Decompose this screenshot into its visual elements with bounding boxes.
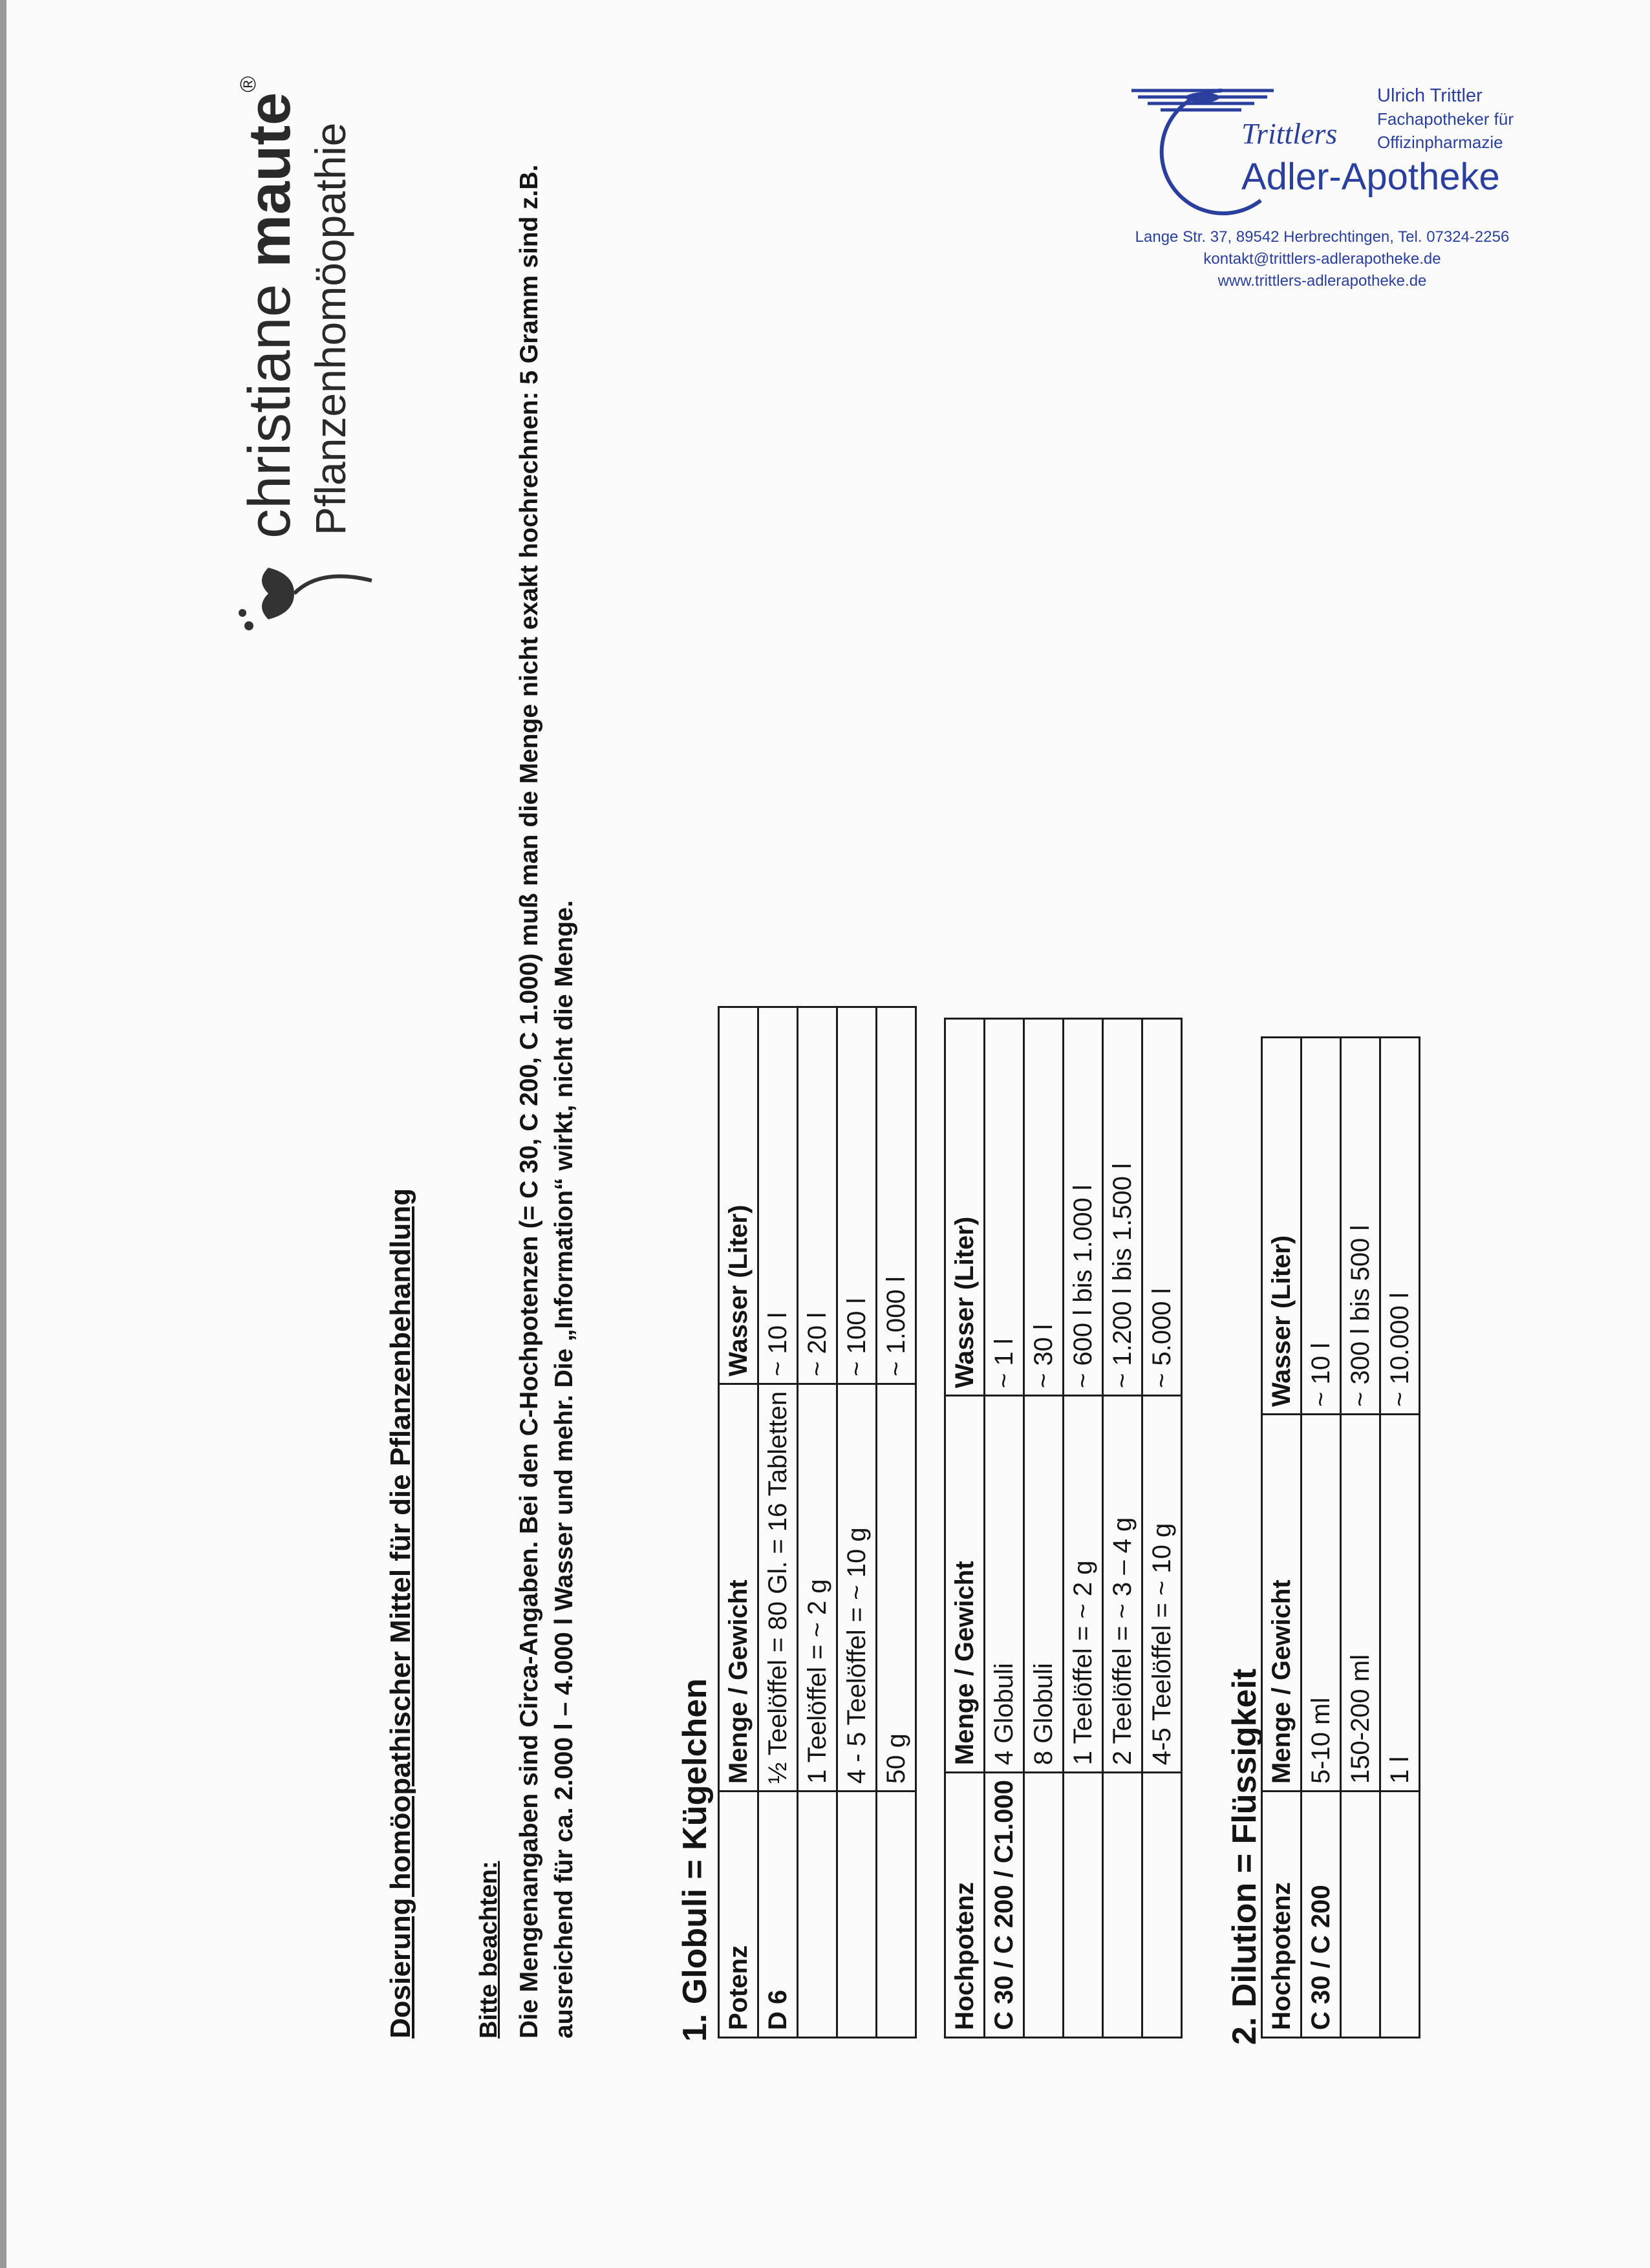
table-cell: 1 Teelöffel = ~ 2 g (798, 1384, 837, 1791)
table-cell: 50 g (877, 1384, 916, 1791)
table-cell (1341, 1792, 1380, 2038)
table-cell: 150-200 ml (1341, 1415, 1380, 1792)
table-header: Hochpotenz (1262, 1792, 1302, 2038)
table-cell: ~ 20 l (798, 1007, 837, 1384)
registered-mark: ® (236, 76, 261, 92)
table-header: Potenz (719, 1792, 758, 2038)
note-heading: Bitte beachten: (475, 1861, 502, 2038)
table-row (1380, 1038, 1420, 2038)
table-header: Wasser (Liter) (1262, 1038, 1302, 1415)
table-cell (837, 1792, 877, 2038)
table-header-row (719, 1007, 758, 2037)
table-cell: ½ Teelöffel = 80 Gl. = 16 Tabletten (758, 1384, 798, 1791)
table-header: Menge / Gewicht (945, 1396, 985, 1773)
table-header: Menge / Gewicht (1262, 1415, 1302, 1792)
table-cell (1380, 1792, 1420, 2038)
table-header: Hochpotenz (945, 1773, 985, 2038)
stamp-web: www.trittlers-adlerapotheke.de (1217, 272, 1427, 290)
table-cell: ~ 100 l (837, 1007, 877, 1384)
table-header: Menge / Gewicht (719, 1384, 758, 1791)
globuli-hochpotenz-table (944, 1018, 1183, 2038)
brand-name-bold: maute (237, 92, 303, 268)
dilution-table (1261, 1036, 1420, 2038)
table-cell: 8 Globuli (1024, 1396, 1064, 1773)
table-cell: ~ 1.200 l bis 1.500 l (1103, 1019, 1142, 1396)
table-cell: ~ 5.000 l (1142, 1019, 1182, 1396)
table-row (1302, 1038, 1341, 2038)
table-row (1142, 1019, 1182, 2038)
table-row (798, 1007, 837, 2037)
table-cell (1024, 1773, 1064, 2038)
table-cell: ~ 1 l (985, 1019, 1024, 1396)
table-cell: C 30 / C 200 / C1.000 (985, 1773, 1024, 2038)
table-cell: ~ 10 l (1302, 1038, 1341, 1415)
globuli-d6-table (718, 1006, 917, 2038)
table-cell: ~ 300 l bis 500 l (1341, 1038, 1380, 1415)
table-row (1103, 1019, 1142, 2038)
table-cell: ~ 10.000 l (1380, 1038, 1420, 1415)
stamp-owner-title-2: Offizinpharmazie (1377, 133, 1503, 152)
table-cell (1064, 1773, 1103, 2038)
table-row (837, 1007, 877, 2037)
stamp-email: kontakt@trittlers-adlerapotheke.de (1203, 250, 1441, 268)
table-row (758, 1007, 798, 2037)
table-cell (877, 1792, 916, 2038)
table-cell: ~ 30 l (1024, 1019, 1064, 1396)
section-globuli-title: 1. Globuli = Kügelchen (676, 1678, 714, 2042)
stamp-name-line1: Trittlers (1241, 117, 1338, 150)
note-text: Die Mengenangaben sind Circa-Angaben. Bei den C-Hochpotenzen (= C 30, C 200, C 1.000) muß man die Menge nicht exakt hochrechnen: 5 Gramm sind z.B. ausreichend für ca. 2.000 l – 4.000 l Wasser und mehr. Die „Information“ wirkt, nicht die Menge. (515, 164, 578, 2038)
brand-logo (230, 76, 385, 645)
table-cell: C 30 / C 200 (1302, 1792, 1341, 2038)
table-row (1341, 1038, 1380, 2038)
table-header-row (945, 1019, 985, 2038)
table-cell: 1 Teelöffel = ~ 2 g (1064, 1396, 1103, 1773)
stamp-owner-title-1: Fachapotheker für (1377, 109, 1514, 129)
stamp-owner-name: Ulrich Trittler (1377, 85, 1483, 106)
table-row (1064, 1019, 1103, 2038)
table-header-row (1262, 1038, 1302, 2038)
table-cell: D 6 (758, 1792, 798, 2038)
brand-name-light: christiane (237, 267, 303, 539)
table-cell: 2 Teelöffel = ~ 3 – 4 g (1103, 1396, 1142, 1773)
plant-figure-logo-icon (230, 542, 385, 645)
section-dilution-title: 2. Dilution = Flüssigkeit (1226, 1668, 1263, 2045)
table-header: Wasser (Liter) (945, 1019, 985, 1396)
table-cell: 5-10 ml (1302, 1415, 1341, 1792)
table-cell: ~ 1.000 l (877, 1007, 916, 1384)
table-header: Wasser (Liter) (719, 1007, 758, 1384)
stamp-name-line2: Adler-Apotheke (1241, 156, 1500, 198)
table-cell (798, 1792, 837, 2038)
table-cell: ~ 10 l (758, 1007, 798, 1384)
brand-subtitle: Pflanzenhomöopathie (306, 122, 354, 535)
table-cell (1103, 1773, 1142, 2038)
brand-name (236, 76, 304, 539)
stamp-address: Lange Str. 37, 89542 Herbrechtingen, Tel. 07324-2256 (1135, 228, 1510, 246)
table-row (1024, 1019, 1064, 2038)
table-cell: 4 - 5 Teelöffel = ~ 10 g (837, 1384, 877, 1791)
document-title: Dosierung homöopathischer Mittel für die Pflanzenbehandlung (385, 1188, 416, 2038)
table-row (877, 1007, 916, 2037)
table-cell: ~ 600 l bis 1.000 l (1064, 1019, 1103, 1396)
table-cell: 4 Globuli (985, 1396, 1024, 1773)
table-cell (1142, 1773, 1182, 2038)
table-row (985, 1019, 1024, 2038)
table-cell: 1 l (1380, 1415, 1420, 1792)
table-cell: 4-5 Teelöffel = ~ 10 g (1142, 1396, 1182, 1773)
